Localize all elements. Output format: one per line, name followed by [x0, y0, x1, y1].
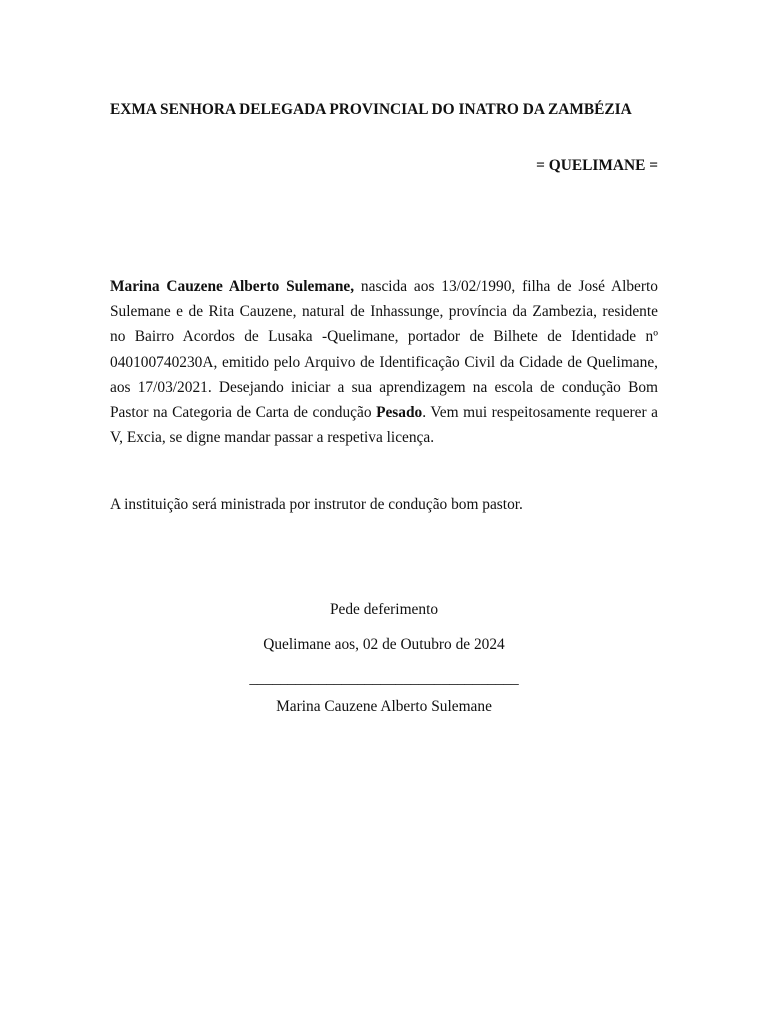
request-body [110, 274, 658, 450]
signature-line: ___________________________________ [249, 670, 519, 687]
instruction-note: A instituição será ministrada por instrutor de condução bom pastor. [110, 496, 523, 513]
place-date: Quelimane aos, 02 de Outubro de 2024 [263, 636, 505, 653]
closing-request: Pede deferimento [329, 601, 439, 618]
body-text-part-2: . Vem mui respeitosamente requerer a V, Excia, se digne mandar passar a respetiva licença. [110, 404, 658, 447]
signatory-name: Marina Cauzene Alberto Sulemane [276, 698, 492, 715]
addressee-heading: EXMA SENHORA DELEGADA PROVINCIAL DO INATRO DA ZAMBÉZIA [110, 101, 632, 118]
city-line: = QUELIMANE = [536, 157, 658, 174]
license-category: Pesado [376, 404, 423, 422]
applicant-name: Marina Cauzene Alberto Sulemane, [110, 278, 355, 295]
body-text-part-1: nascida aos 13/02/1990, filha de José Alberto Sulemane e de Rita Cauzene, natural de Inhassunge, província da Zambezia, residente no Bairro Acordos de Lusaka -Quelimane, portador de Bilhete de Identidade nº 040100740230A, emitido pelo Arquivo de Identificação Civil da Cidade de Quelimane, aos 17/03/2021. Desejando iniciar a sua aprendizagem na escola de condução Bom Pastor na Categoria de Carta de condução [110, 278, 658, 422]
